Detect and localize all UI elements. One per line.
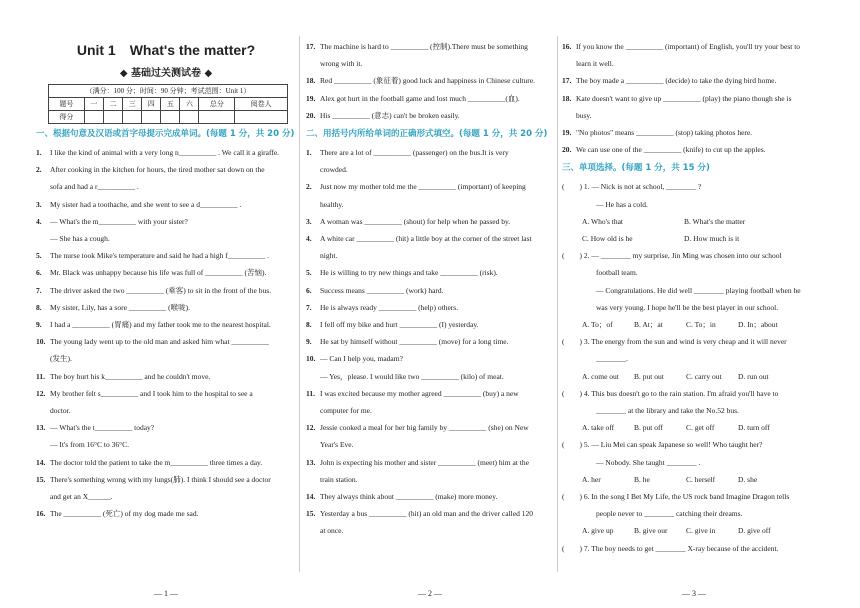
question-line (306, 230, 554, 247)
question-line (306, 247, 554, 264)
question-text: — Can I help you, madam? (320, 354, 403, 364)
score-table-cell[interactable] (199, 111, 235, 124)
question-line (306, 350, 554, 367)
option-d[interactable]: D. In；about (738, 320, 778, 330)
question-text: I had a __________ (胃痛) and my father took me to the nearest hospital. (50, 320, 271, 330)
section-2-continued (562, 38, 826, 158)
question-text: computer for me. (320, 406, 372, 416)
mc-question-4: ( ) 4. This bus doesn't go to the rain station. I'm afraid you'll have to (562, 388, 779, 398)
question-text: The nurse took Mike's temperature and said he had a high f__________ . (50, 251, 270, 261)
question-number: 19. (306, 93, 316, 103)
option-c[interactable]: C. get off (686, 423, 715, 433)
question-line (36, 368, 296, 385)
question-line (562, 90, 826, 107)
question-line (306, 488, 554, 505)
score-table-cell[interactable] (103, 111, 122, 124)
question-number: 3. (36, 199, 42, 209)
question-line (306, 264, 554, 281)
question-number: 16. (36, 509, 46, 519)
option-a[interactable]: A. Who's that (582, 216, 624, 226)
option-c[interactable]: C. give in (686, 526, 716, 536)
question-text: — What's the t__________ today? (50, 423, 155, 433)
option-a[interactable]: A. give up (582, 526, 614, 536)
question-number (562, 55, 576, 72)
option-a[interactable]: A. come out (582, 371, 619, 381)
question-text: wrong with it. (320, 59, 363, 69)
score-table-cell[interactable]: 得分 (49, 111, 85, 124)
question-number: 11. (36, 371, 45, 381)
question-number: 18. (562, 93, 572, 103)
option-b[interactable]: B. put off (634, 423, 663, 433)
paper-title: Unit 1 What's the matter? (76, 42, 256, 58)
question-text: My brother felt s__________ and I took him to the hospital to see a (50, 388, 253, 398)
question-text: John is expecting his mother and sister __________ (meet) him at the (320, 457, 529, 467)
question-text: Just now my mother told me the __________ (important) of keeping (320, 182, 526, 192)
question-line (306, 72, 554, 89)
option-b[interactable]: B. At；at (634, 320, 663, 330)
question-number (306, 196, 320, 213)
question-number (562, 107, 576, 124)
question-text: The __________ (死亡) of my dog made me sad. (50, 509, 199, 519)
question-text: The boy made a __________ (decide) to take the dying bird home. (576, 76, 777, 86)
question-line (562, 38, 826, 55)
question-number: 19. (562, 128, 572, 138)
question-number: 3. (306, 216, 312, 226)
question-line (306, 402, 554, 419)
question-line (36, 316, 296, 333)
question-line (36, 196, 296, 213)
question-text: — Yes，please. I would like two __________ (kilo) of meat. (320, 371, 504, 381)
question-text: My sister had a toothache, and she went to see a d__________ . (50, 199, 242, 209)
question-line (306, 299, 554, 316)
question-number: 13. (36, 423, 46, 433)
score-table-cell[interactable] (123, 111, 142, 124)
question-number: 8. (306, 320, 312, 330)
score-table (48, 84, 288, 124)
question-line (36, 282, 296, 299)
option-d[interactable]: D. give off (738, 526, 771, 536)
question-line (36, 161, 296, 178)
question-line (306, 385, 554, 402)
question-text: Red __________ (象征着) good luck and happiness in Chinese culture. (320, 76, 535, 86)
mc-question-7: ( ) 7. The boy needs to get ________ X-ray because of the accident. (562, 543, 779, 553)
question-number: 9. (36, 320, 42, 330)
question-line (562, 55, 826, 72)
question-line (306, 522, 554, 539)
question-text: crowded. (320, 165, 348, 175)
page-number: — 2 — (418, 589, 442, 598)
question-text: He sat by himself without __________ (move) for a long time. (320, 337, 509, 347)
question-text: I was excited because my mother agreed __________ (buy) a new (320, 388, 519, 398)
column-divider (557, 36, 558, 572)
question-text: train station. (320, 474, 358, 484)
question-number: 20. (306, 110, 316, 120)
page-number: — 1 — (154, 589, 178, 598)
section-3-title: 三、单项选择。(每题 1 分，共 15 分) (562, 163, 710, 174)
question-number: 6. (36, 268, 42, 278)
question-text: A woman was __________ (shout) for help when he passed by. (320, 216, 511, 226)
question-number (306, 368, 320, 385)
question-number: 9. (306, 337, 312, 347)
question-line (562, 107, 826, 124)
mc-question-2: ( ) 2. — ________ my surprise, Jin Ming was chosen into our school (562, 251, 782, 261)
question-number: 15. (36, 474, 46, 484)
question-line (306, 213, 554, 230)
question-line (306, 471, 554, 488)
question-line (306, 282, 554, 299)
question-line (36, 144, 296, 161)
question-line (36, 402, 296, 419)
score-table-cell[interactable] (142, 111, 161, 124)
question-line (306, 316, 554, 333)
section-1-title: 一、根据句意及汉语或首字母提示完成单词。(每题 1 分，共 20 分) (36, 129, 295, 139)
question-number: 15. (306, 509, 316, 519)
question-number: 2. (36, 165, 42, 175)
question-number (306, 247, 320, 264)
mc-question-6: ( ) 6. In the song I Bet My Life, the US rock band Imagine Dragon tells (562, 492, 790, 502)
score-table-header-cell: 一 (84, 98, 103, 111)
option-b[interactable]: B. give our (634, 526, 668, 536)
question-text: Success means __________ (work) hard. (320, 285, 444, 295)
question-number (36, 350, 50, 367)
question-number (36, 230, 50, 247)
question-text: Year's Eve. (320, 440, 354, 450)
question-line (36, 247, 296, 264)
question-text: "No photos" means __________ (stop) taking photos here. (576, 128, 753, 138)
question-number: 17. (306, 42, 316, 51)
question-text: They always think about __________ (make) more money. (320, 492, 498, 502)
question-number (306, 402, 320, 419)
question-text: — It's from 16°C to 36°C. (50, 440, 130, 450)
mc-options (562, 522, 826, 539)
question-number: 7. (306, 302, 312, 312)
question-line (36, 436, 296, 453)
question-line (36, 505, 296, 522)
question-line (562, 141, 826, 158)
section-2-questions (306, 144, 554, 540)
question-line (36, 419, 296, 436)
question-text: The young lady went up to the old man and asked him what __________ (50, 337, 269, 347)
question-number: 2. (306, 182, 312, 192)
question-line (36, 471, 296, 488)
question-line (306, 419, 554, 436)
question-text: healthy. (320, 199, 344, 209)
question-text: We can use one of the __________ (knife) to cut up the apples. (576, 145, 766, 155)
question-number (306, 436, 320, 453)
question-text: After cooking in the kitchen for hours, the tired mother sat down on the (50, 165, 265, 175)
mc-options (562, 213, 826, 230)
question-text: busy. (576, 110, 592, 120)
score-table-cell[interactable] (235, 111, 288, 124)
mc-options (562, 471, 826, 488)
question-text: I like the kind of animal with a very long n__________ . We call it a giraffe. (50, 148, 280, 157)
question-text: night. (320, 251, 338, 261)
question-line (306, 333, 554, 350)
question-line (306, 90, 554, 107)
exam-info: （满分：100 分；时间：90 分钟；考试范围：Unit 1） (49, 85, 288, 98)
question-text: He is always ready __________ (help) others. (320, 302, 459, 312)
question-text: If you know the __________ (important) of English, you'll try your best to (576, 42, 801, 51)
question-text: The driver asked the two __________ (乘客) to sit in the front of the bus. (50, 285, 272, 295)
question-line (36, 178, 296, 195)
question-number: 10. (36, 337, 46, 347)
question-line (306, 505, 554, 522)
question-line (36, 454, 296, 471)
question-number (306, 522, 320, 539)
option-c[interactable]: C. carry out (686, 371, 722, 381)
question-line (306, 144, 554, 161)
mc-question-3: ( ) 3. The energy from the sun and wind is very cheap and it will never (562, 337, 787, 347)
option-c[interactable]: C. To；in (686, 320, 716, 330)
score-table-header-cell: 四 (142, 98, 161, 111)
question-text: He is willing to try new things and take __________ (risk). (320, 268, 498, 278)
question-number: 8. (36, 302, 42, 312)
question-number (36, 402, 50, 419)
option-a[interactable]: A. her (582, 474, 601, 484)
question-text: sofa and had a r__________ . (50, 182, 139, 192)
question-line (562, 124, 826, 141)
option-d[interactable]: D. run out (738, 371, 769, 381)
question-text: Mr. Black was unhappy because his life was full of __________ (苦恼). (50, 268, 267, 278)
question-number (306, 161, 320, 178)
question-number: 14. (36, 457, 46, 467)
page-number: — 3 — (682, 589, 706, 598)
mc-options (562, 419, 826, 436)
question-number: 1. (36, 148, 42, 157)
question-text: learn it well. (576, 59, 614, 69)
question-number (36, 488, 50, 505)
mc-question-1: ( ) 1. — Nick is not at school, ________ ? (562, 182, 702, 192)
score-table-header-cell: 五 (161, 98, 180, 111)
question-text: The doctor told the patient to take the m__________ three times a day. (50, 457, 263, 467)
paper-subtitle: ◆ 基础过关测试卷 ◆ (119, 68, 213, 79)
option-a[interactable]: A. To；of (582, 320, 613, 330)
question-number (36, 178, 50, 195)
question-text: There are a lot of __________ (passenger) on the bus.It is very (320, 148, 509, 158)
column-divider (299, 36, 300, 572)
question-number: 10. (306, 354, 316, 364)
question-text: and get an X______. (50, 492, 113, 502)
score-table-cell[interactable] (84, 111, 103, 124)
option-b[interactable]: B. What's the matter (684, 216, 746, 226)
section-1-continued (306, 38, 554, 124)
page-3: 16. If you know the __________ (important) of English, you'll try your best to learn it well. 17. The boy made a __________ (decide) to take the dying bird home. 18. Kate doesn't want to give up __________ (play) the piano though she is busy. 19. "No photos" means __________ (stop) taking photos here. 20. We can use one of the __________ (knife) to cut up the apples. 三、单项选择。(每题 1 分，共 15 分) ( ) 1. — Nick is not at school, ________ ? — He has a cold. A. Who's that B. What's the matter C. How old is he D. How much is it ( ) 2. — ________ my surprise, Jin Ming was chosen into our school football team. — Congratulations. He did well ________ playing football when he was very young. I hope he'll be the best player in our school. A. To；of B. At；at C. To；in D. In；about ( ) 3. The energy from the sun and wind is very cheap and it will never ________. A. come out B. put out C. carry out D. run out ( ) 4. This bus doesn't go to the rain station. I'm afraid you'll have to ________ at the library and take the No.52 bus. A. take off B. put off C. get off D. turn off ( ) 5. — Liu Mei can speak Japanese so well! Who taught her? — Nobody. She taught ________ . A. her B. he C. herself D. she ( ) 6. In the song I Bet My Life, the US rock band Imagine Dragon tells people never to ________ catching their dreams. A. give up B. give our C. give in D. give off ( ) 7. The boy needs to get ________ X-ray because of the accident. — 3 — (562, 0, 826, 608)
score-table-header-cell: 阅卷人 (235, 98, 288, 111)
question-number: 5. (36, 251, 42, 261)
question-number: 11. (306, 388, 315, 398)
question-text: — She has a cough. (50, 234, 110, 244)
question-text: Alex got hurt in the football game and lost much __________(血). (320, 93, 520, 103)
question-line (306, 38, 554, 55)
question-line (306, 55, 554, 72)
question-line (36, 213, 296, 230)
question-text: (发生). (50, 354, 72, 364)
question-number: 18. (306, 76, 316, 86)
score-table-header-cell: 总分 (199, 98, 235, 111)
section-1-questions (36, 144, 296, 522)
question-line (306, 368, 554, 385)
mc-options (562, 230, 826, 247)
question-number (306, 471, 320, 488)
question-line (36, 299, 296, 316)
score-table-header-cell: 题号 (49, 98, 85, 111)
mc-options (562, 316, 826, 333)
question-text: Jessie cooked a meal for her big family by __________ (she) on New (320, 423, 529, 433)
question-line (306, 161, 554, 178)
score-table-header-cell: 六 (180, 98, 199, 111)
mc-question-5: ( ) 5. — Liu Mei can speak Japanese so well! Who taught her? (562, 440, 763, 450)
question-line (306, 454, 554, 471)
question-number: 20. (562, 145, 572, 155)
question-text: Yesterday a bus __________ (hit) an old man and the driver called 120 (320, 509, 533, 519)
question-text: My sister, Lily, has a sore __________ (喉咙). (50, 302, 191, 312)
question-text: His __________ (意志) can't be broken easily. (320, 110, 460, 120)
question-line (36, 350, 296, 367)
question-number (306, 55, 320, 72)
question-number: 17. (562, 76, 572, 86)
option-d[interactable]: D. turn off (738, 423, 770, 433)
question-text: There's something wrong with my lungs(肺). I think I should see a doctor (50, 474, 271, 484)
question-text: I fell off my bike and hurt __________ (I) yesterday. (320, 320, 479, 330)
question-number: 5. (306, 268, 312, 278)
question-number: 14. (306, 492, 316, 502)
score-table-cell[interactable] (180, 111, 199, 124)
question-number (36, 436, 50, 453)
question-number: 12. (36, 388, 46, 398)
mc-options (562, 368, 826, 385)
question-number: 13. (306, 457, 316, 467)
question-line (36, 264, 296, 281)
question-number: 4. (306, 234, 312, 244)
question-number: 1. (306, 148, 312, 158)
score-table-cell[interactable] (161, 111, 180, 124)
option-c[interactable]: C. herself (686, 474, 716, 484)
page-2 (306, 0, 554, 608)
question-number: 4. (36, 216, 42, 226)
question-text: doctor. (50, 406, 71, 416)
option-b[interactable]: B. he (634, 474, 650, 484)
option-d[interactable]: D. she (738, 474, 758, 484)
section-2-title: 二、用括号内所给单词的正确形式填空。(每题 1 分，共 20 分) (306, 129, 548, 140)
option-c[interactable]: C. How old is he (582, 234, 633, 244)
option-b[interactable]: B. put out (634, 371, 664, 381)
question-text: The machine is hard to __________ (控制).There must be something (320, 42, 528, 51)
question-text: Kate doesn't want to give up __________ (play) the piano though she is (576, 93, 792, 103)
question-number: 7. (36, 285, 42, 295)
question-text: A white car __________ (hit) a little boy at the corner of the street last (320, 234, 532, 244)
question-line (562, 72, 826, 89)
question-number: 6. (306, 285, 312, 295)
question-line (306, 436, 554, 453)
question-line (36, 333, 296, 350)
score-table-header-cell: 三 (123, 98, 142, 111)
question-line (36, 230, 296, 247)
question-number: 12. (306, 423, 316, 433)
question-line (306, 107, 554, 124)
question-line (36, 488, 296, 505)
question-number: 16. (562, 42, 572, 51)
page-1 (36, 0, 296, 608)
question-line (36, 385, 296, 402)
option-d[interactable]: D. How much is it (684, 234, 740, 244)
question-text: at once. (320, 526, 344, 536)
question-text: — What's the m__________ with your sister? (50, 216, 188, 226)
question-text: The boy hurt his k__________ and he couldn't move. (50, 371, 211, 381)
score-table-header-cell: 二 (103, 98, 122, 111)
option-a[interactable]: A. take off (582, 423, 615, 433)
question-line (306, 178, 554, 195)
question-line (306, 196, 554, 213)
